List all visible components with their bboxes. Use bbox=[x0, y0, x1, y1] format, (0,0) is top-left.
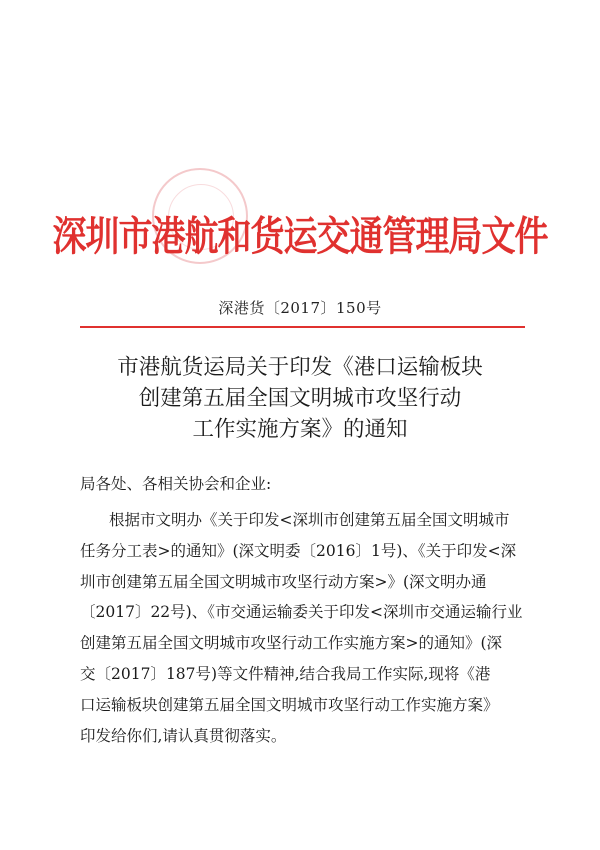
notice-title-line: 创建第五届全国文明城市攻坚行动 bbox=[138, 386, 462, 411]
agency-header-title: 深圳市港航和货运交通管理局文件 bbox=[52, 213, 548, 261]
body-line: 〔2017〕22号)、《市交通运输委关于印发<深圳市交通运输行业 bbox=[80, 603, 523, 622]
body-line: 印发给你们,请认真贯彻落实。 bbox=[80, 726, 287, 745]
body-line: 根据市文明办《关于印发<深圳市创建第五届全国文明城市 bbox=[109, 511, 510, 529]
red-separator-line bbox=[80, 326, 525, 328]
body-line: 口运输板块创建第五届全国文明城市攻坚行动工作实施方案》 bbox=[80, 695, 499, 714]
body-line: 交〔2017〕187号)等文件精神,结合我局工作实际,现将《港 bbox=[80, 664, 491, 683]
notice-title bbox=[0, 352, 600, 445]
document-number: 深港货〔2017〕150号 bbox=[218, 299, 382, 317]
body-paragraph bbox=[80, 505, 525, 751]
notice-title-line: 工作实施方案》的通知 bbox=[192, 417, 408, 442]
body-line: 圳市创建第五届全国文明城市攻坚行动方案>》(深文明办通 bbox=[80, 572, 487, 591]
salutation: 局各处、各相关协会和企业: bbox=[80, 475, 272, 493]
notice-title-line: 市港航货运局关于印发《港口运输板块 bbox=[117, 355, 483, 380]
body-line: 创建第五届全国文明城市攻坚行动工作实施方案>的通知》(深 bbox=[80, 634, 503, 653]
body-line: 任务分工表>的通知》(深文明委〔2016〕1号)、《关于印发<深 bbox=[80, 541, 517, 560]
